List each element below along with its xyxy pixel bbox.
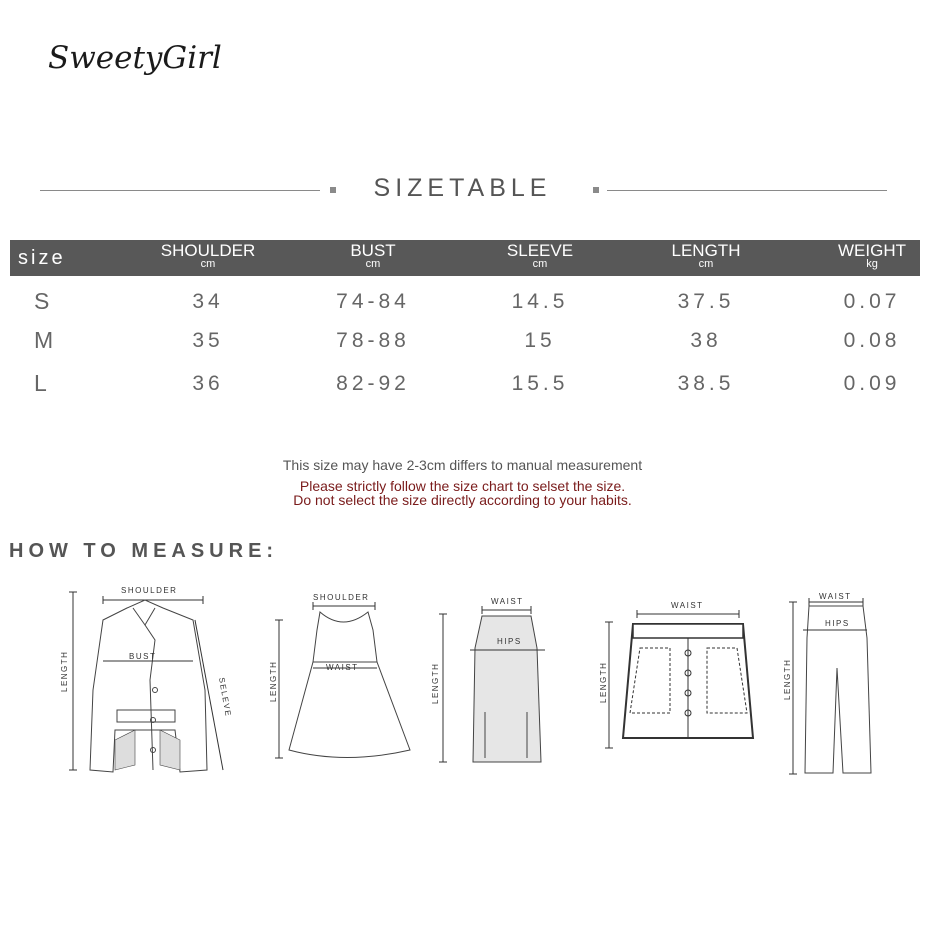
dress-waist-label: WAIST: [326, 663, 359, 672]
table-cell: 34: [192, 290, 224, 313]
column-header-weight: [802, 242, 925, 270]
pants-waist-label: WAIST: [819, 592, 852, 601]
dress-illustration: [265, 590, 415, 770]
column-name: WEIGHT: [838, 241, 906, 260]
shorts-length-label: LENGTH: [599, 661, 608, 703]
title-dot-right: [593, 187, 599, 193]
table-cell: 0.08: [843, 329, 901, 352]
column-unit: cm: [532, 258, 548, 270]
size-table-header: [10, 240, 920, 276]
dress-shoulder-label: SHOULDER: [313, 593, 370, 602]
how-to-measure-title: HOW TO MEASURE:: [9, 540, 279, 562]
table-row: [10, 327, 920, 363]
column-name: LENGTH: [671, 241, 741, 260]
column-header-sleeve: [470, 242, 610, 270]
table-cell: 15: [524, 329, 556, 352]
skirt-hips-label: HIPS: [497, 637, 522, 646]
column-name: BUST: [350, 241, 396, 260]
column-unit: cm: [365, 258, 381, 270]
pants-length-label: LENGTH: [783, 658, 792, 700]
table-cell: 14.5: [511, 290, 569, 313]
column-unit: kg: [866, 258, 878, 270]
table-cell: 38.5: [677, 372, 735, 395]
column-name: SLEEVE: [506, 241, 574, 260]
size-table-title: SIZETABLE: [373, 174, 552, 202]
column-header-length: [636, 242, 776, 270]
jacket-illustration: [55, 580, 245, 780]
title-divider-right: [607, 190, 887, 191]
table-cell: 35: [192, 329, 224, 352]
skirt-illustration: [425, 592, 555, 772]
table-cell: 37.5: [677, 290, 735, 313]
column-unit: cm: [200, 258, 216, 270]
jacket-sleeve-label: SELEVE: [217, 676, 233, 718]
size-label: M: [34, 327, 54, 353]
table-cell: 38: [690, 329, 722, 352]
pants-illustration: [775, 588, 885, 778]
brand-logo: SweetyGirl: [48, 40, 222, 76]
table-row: [10, 288, 920, 324]
column-header-shoulder: [138, 242, 278, 270]
size-column-header: size: [18, 247, 66, 269]
jacket-bust-label: BUST: [129, 652, 157, 661]
table-cell: 15.5: [511, 372, 569, 395]
table-cell: 82-92: [336, 372, 410, 395]
jacket-length-label: LENGTH: [60, 650, 69, 692]
jacket-shoulder-label: SHOULDER: [121, 586, 178, 595]
habits-note: Do not select the size directly according to your habits.: [293, 492, 632, 508]
column-header-bust: [303, 242, 443, 270]
size-label: L: [34, 370, 47, 396]
table-cell: 0.09: [843, 372, 901, 395]
measurement-note: This size may have 2-3cm differs to manual measurement: [282, 457, 643, 473]
size-label: S: [34, 288, 50, 314]
column-name: SHOULDER: [160, 241, 256, 260]
table-cell: 78-88: [336, 329, 410, 352]
skirt-length-label: LENGTH: [431, 662, 440, 704]
table-cell: 0.07: [843, 290, 901, 313]
dress-length-label: LENGTH: [269, 660, 278, 702]
table-row: [10, 370, 920, 406]
table-cell: 74-84: [336, 290, 410, 313]
column-unit: cm: [698, 258, 714, 270]
size-table-title-row: [0, 172, 925, 212]
shorts-waist-label: WAIST: [671, 601, 704, 610]
skirt-waist-label: WAIST: [491, 597, 524, 606]
shorts-illustration: [595, 598, 765, 758]
follow-chart-note: Please strictly follow the size chart to selset the size.: [299, 478, 626, 494]
table-cell: 36: [192, 372, 224, 395]
pants-hips-label: HIPS: [825, 619, 850, 628]
